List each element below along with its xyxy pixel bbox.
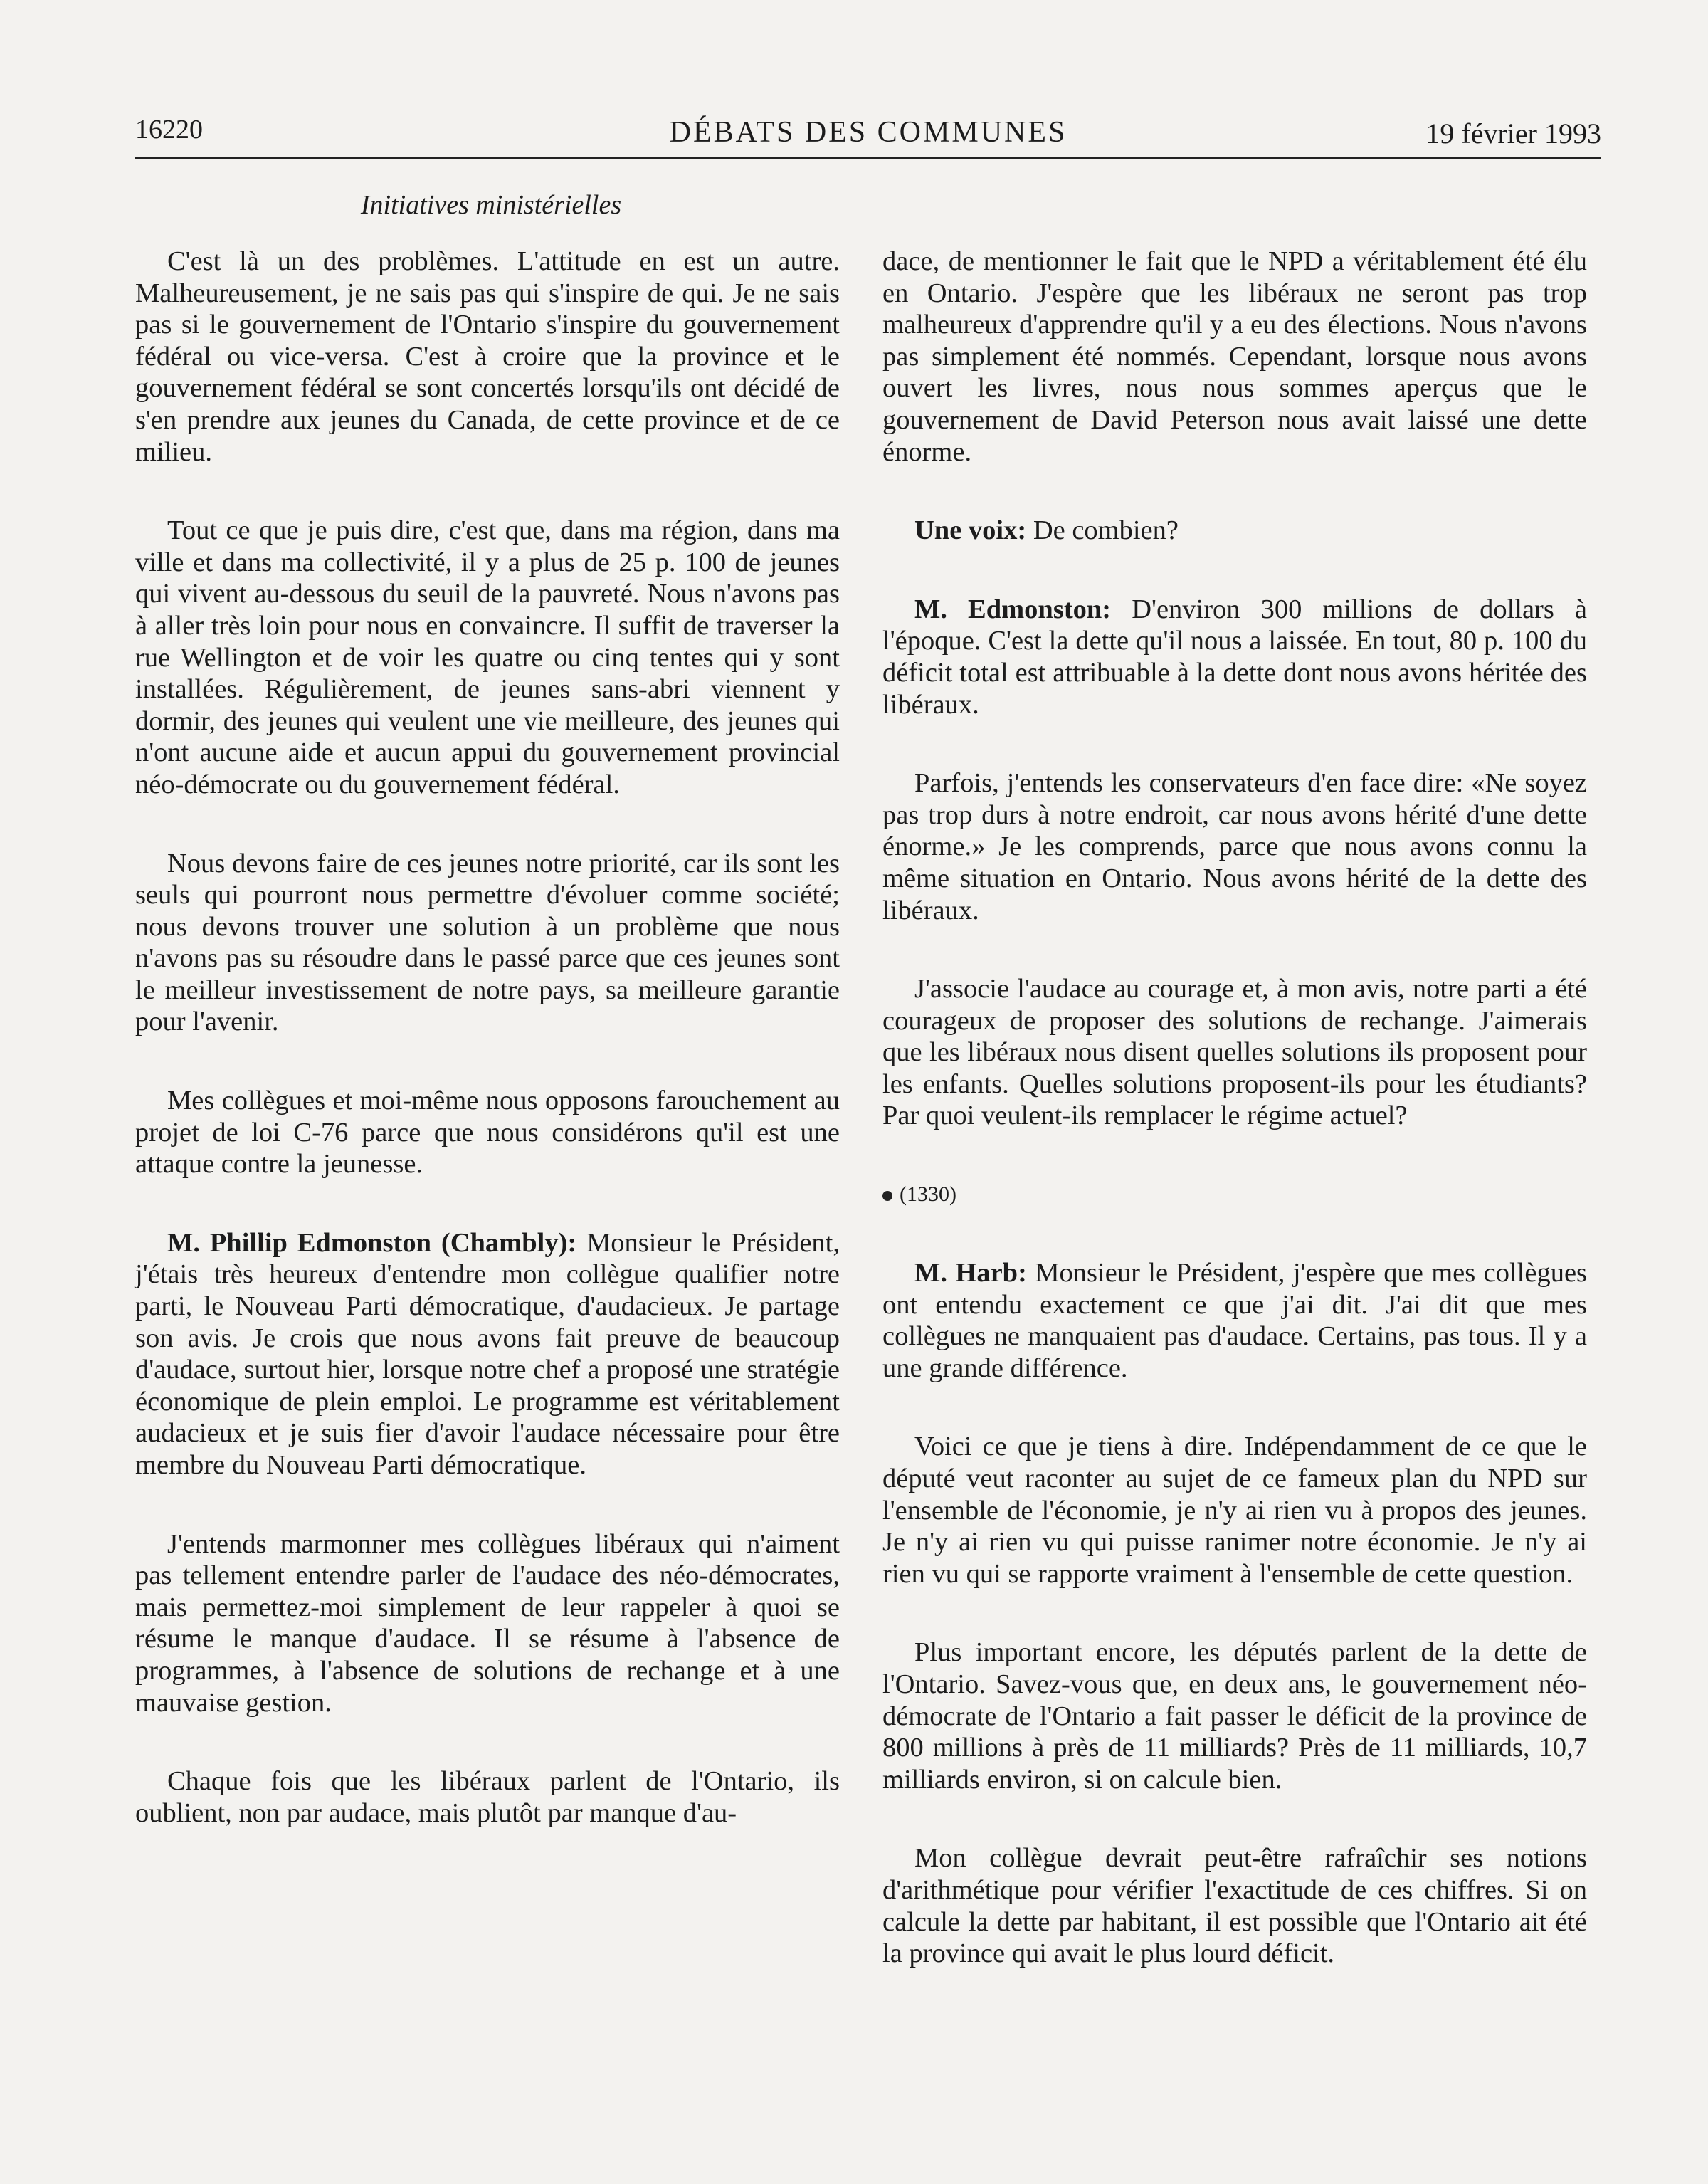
paragraph: Mon collègue devrait peut-être rafraîchir ses notions d'arithmétique pour vérifier l'exactitude de ces chiffres. Si on calcule la dette par habitant, il est possible que l'Ontario ait été la province qui avait le plus lourd déficit. bbox=[882, 1843, 1587, 1969]
speech-paragraph: Une voix: De combien? bbox=[914, 515, 1179, 546]
speech-paragraph: M. Harb: Monsieur le Président, j'espère que mes collègues ont entendu exactement ce que j'ai dit. J'ai dit que mes collègues ne manquaient pas d'audace. Certains, pas tous. Il y a une grande différence. bbox=[882, 1258, 1588, 1383]
bullet-icon bbox=[882, 1191, 892, 1201]
paragraph: Plus important encore, les députés parlent de la dette de l'Ontario. Savez-vous que, en deux ans, le gouvernement néo-démocrate de l'Ontario a fait passer le déficit de la province de 800 millions à près de 11 milliards? Près de 11 milliards, 10,7 milliards environ, si on calcule bien. bbox=[882, 1637, 1587, 1795]
paragraph: Chaque fois que les libéraux parlent de l'Ontario, ils oublient, non par audace, mais plutôt par manque d'au- bbox=[135, 1766, 840, 1828]
speaker-name: Une voix: bbox=[914, 515, 1027, 546]
left-column bbox=[135, 246, 840, 1876]
timestamp: (1330) bbox=[882, 1179, 1587, 1210]
speech-paragraph: M. Edmonston: D'environ 300 millions de dollars à l'époque. C'est la dette qu'il nous a laissée. En tout, 80 p. 100 du déficit total est attribuable à la dette dont nous avons héritée des libéraux. bbox=[882, 594, 1588, 720]
section-title: Initiatives ministérielles bbox=[360, 190, 622, 220]
page-header bbox=[135, 107, 1601, 159]
paragraph: Parfois, j'entends les conservateurs d'en face dire: «Ne soyez pas trop durs à notre endroit, car nous avons hérité d'une dette énorme.» Je les comprends, parce que nous avons connu la même situation en Ontario. Nous avons hérité de la dette des libéraux. bbox=[882, 768, 1587, 925]
paragraph: J'entends marmonner mes collègues libéraux qui n'aiment pas tellement entendre parler de l'audace des néo-démocrates, mais permettez-moi simplement de leur rappeler à quoi se résume le manque d'audace. Il se résume à l'absence de programmes, à l'absence de solutions de rechange et à une mauvaise gestion. bbox=[135, 1528, 840, 1718]
paragraph: J'associe l'audace au courage et, à mon avis, notre parti a été courageux de proposer des solutions de rechange. J'aimerais que les libéraux nous disent quelles solutions ils proposent pour les enfants. Quelles solutions proposent-ils pour les étudiants? Par quoi veulent-ils remplacer le régime actuel? bbox=[882, 974, 1587, 1131]
speech-paragraph: M. Phillip Edmonston (Chambly): Monsieur le Président, j'étais très heureux d'entendre mon collègue qualifier notre parti, le Nouveau Parti démocratique, d'audacieux. Je partage son avis. Je crois que nous avons fait preuve de beaucoup d'audace, surtout hier, lorsque notre chef a proposé une stratégie économique de plein emploi. Le programme est véritablement audacieux et je suis fier d'avoir l'audace nécessaire pour être membre du Nouveau Parti démocratique. bbox=[135, 1227, 840, 1480]
paragraph: Tout ce que je puis dire, c'est que, dans ma région, dans ma ville et dans ma collectivité, il y a plus de 25 p. 100 de jeunes qui vivent au-dessous du seuil de la pauvreté. Nous n'avons pas à aller très loin pour nous en convaincre. Il suffit de traverser la rue Wellington et de voir les quatre ou cinq tentes qui y sont installées. Régulièrement, de jeunes sans-abri viennent y dormir, des jeunes qui veulent une vie meilleure, des jeunes qui n'ont aucune aide et aucun appui du gouvernement provincial néo-démocrate ou du gouvernement fédéral. bbox=[135, 515, 840, 799]
speaker-name: M. Edmonston: bbox=[914, 594, 1112, 624]
right-column bbox=[882, 246, 1587, 2017]
paragraph: Voici ce que je tiens à dire. Indépendamment de ce que le député veut raconter au sujet de ce fameux plan du NPD sur l'ensemble de l'économie, je n'y ai rien vu à propos des jeunes. Je n'y ai rien vu qui puisse ranimer notre économie. Je n'y ai rien vu qui se rapporte vraiment à l'ensemble de cette question. bbox=[882, 1432, 1587, 1589]
paragraph: C'est là un des problèmes. L'attitude en est un autre. Malheureusement, je ne sais pas qui s'inspire de qui. Je ne sais pas si le gouvernement de l'Ontario s'inspire du gouvernement fédéral ou vice-versa. C'est à croire que la province et le gouvernement fédéral se sont concertés lorsqu'ils ont décidé de s'en prendre aux jeunes du Canada, de cette province et de ce milieu. bbox=[135, 246, 840, 467]
page-number: 16220 bbox=[135, 115, 203, 145]
speaker-name: M. Phillip Edmonston (Chambly): bbox=[167, 1227, 577, 1258]
running-title: DÉBATS DES COMMUNES bbox=[669, 116, 1068, 149]
paragraph: dace, de mentionner le fait que le NPD a véritablement été élu en Ontario. J'espère que les libéraux ne seront pas trop malheureux d'apprendre qu'il y a eu des élections. Nous n'avons pas simplement été nommés. Cependant, lorsque nous avons ouvert les livres, nous nous sommes aperçus que le gouvernement de David Peterson nous avait laissé une dette énorme. bbox=[882, 246, 1587, 467]
header-date: 19 février 1993 bbox=[1425, 117, 1601, 149]
speaker-name: M. Harb: bbox=[914, 1258, 1027, 1288]
paragraph: Nous devons faire de ces jeunes notre priorité, car ils sont les seuls qui pourront nous permettre d'évoluer comme société; nous devons trouver une solution à un problème que nous n'avons pas su résoudre dans le passé parce que ces jeunes sont le meilleur investissement de notre pays, sa meilleure garantie pour l'avenir. bbox=[135, 848, 840, 1037]
paragraph: Mes collègues et moi-même nous opposons farouchement au projet de loi C-76 parce que nous considérons qu'il est une attaque contre la jeunesse. bbox=[135, 1086, 840, 1180]
